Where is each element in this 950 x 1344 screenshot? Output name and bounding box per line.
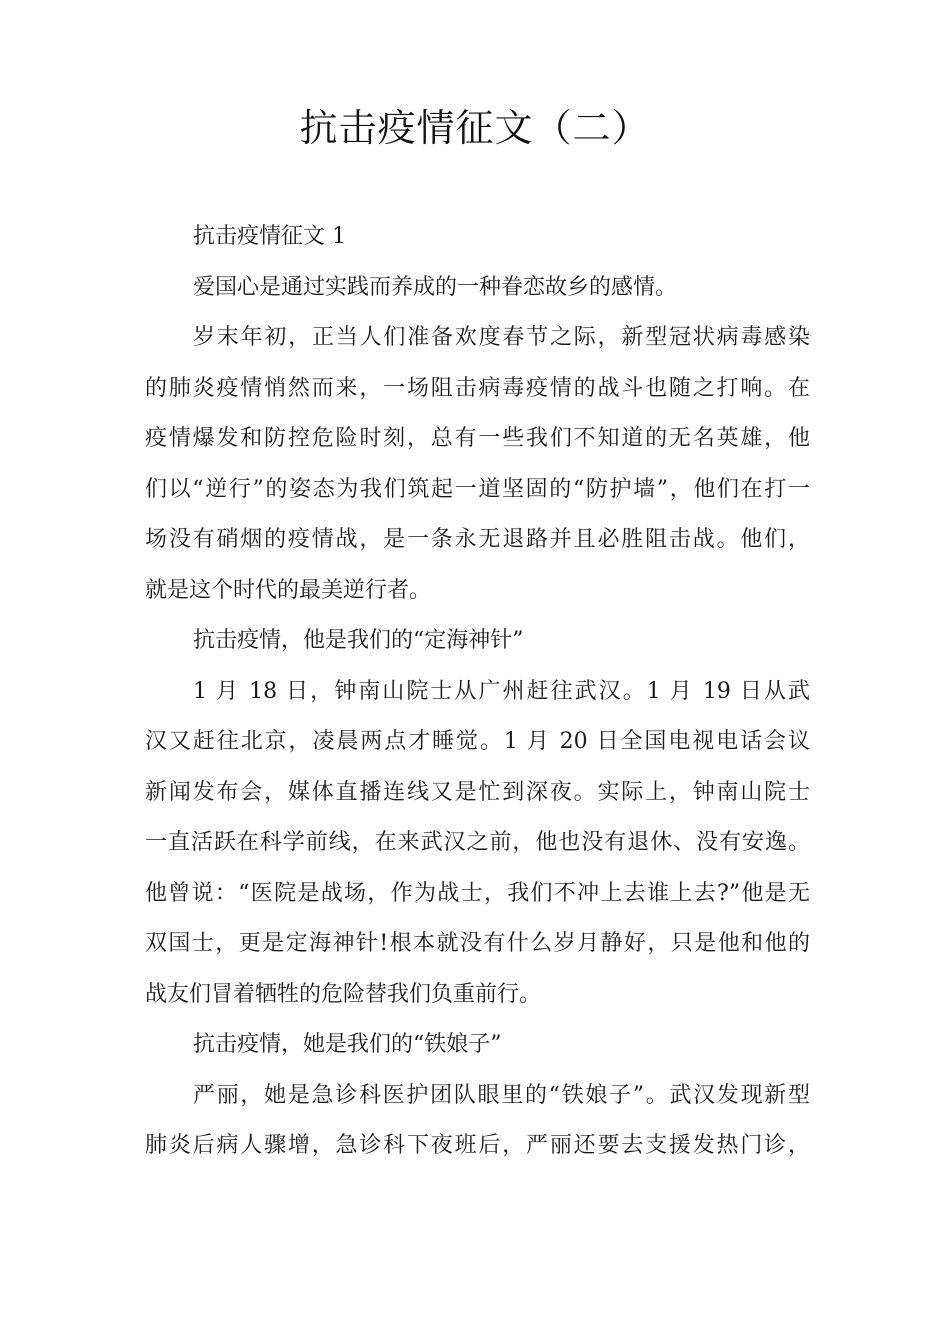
paragraph-line: 爱国心是通过实践而养成的一种眷恋故乡的感情。: [193, 274, 678, 300]
paragraph-line: 战友们冒着牺牲的危险替我们负重前行。: [145, 981, 542, 1007]
paragraph-line: 场没有硝烟的疫情战，是一条永无退路并且必胜阻击战。他们，: [145, 527, 810, 552]
paragraph-line: 岁末年初，正当人们准备欢度春节之际，新型冠状病毒感染: [193, 325, 810, 350]
paragraph-line: 就是这个时代的最美逆行者。: [145, 577, 432, 603]
paragraph-line: 严丽，她是急诊科医护团队眼里的“铁娘子”。武汉发现新型: [193, 1082, 810, 1108]
paragraph-line: 双国士，更是定海神针!根本就没有什么岁月静好，只是他和他的: [145, 931, 810, 956]
paragraph-line: 们以“逆行”的姿态为我们筑起一道坚固的“防护墙”，他们在打一: [145, 476, 810, 502]
paragraph-line: 他曾说：“医院是战场，作为战士，我们不冲上去谁上去?”他是无: [145, 880, 810, 906]
paragraph-line: 汉又赶往北京，凌晨两点才睡觉。1 月 20 日全国电视电话会议: [145, 729, 810, 754]
section-heading: 抗击疫情征文 1: [193, 224, 346, 249]
paragraph-line: 1 月 18 日，钟南山院士从广州赶往武汉。1 月 19 日从武: [193, 678, 810, 704]
subheading: 抗击疫情，他是我们的“定海神针”: [193, 628, 524, 653]
paragraph-line: 肺炎后病人骤增，急诊科下夜班后，严丽还要去支援发热门诊，: [145, 1133, 810, 1158]
subheading: 抗击疫情，她是我们的“铁娘子”: [193, 1032, 502, 1057]
document-body: [145, 212, 810, 1172]
paragraph-line: 新闻发布会，媒体直播连线又是忙到深夜。实际上，钟南山院士: [145, 779, 810, 805]
document-title: 抗击疫情征文（二）: [299, 106, 651, 150]
paragraph-line: 疫情爆发和防控危险时刻，总有一些我们不知道的无名英雄，他: [145, 426, 810, 451]
paragraph-line: 的肺炎疫情悄然而来，一场阻击病毒疫情的战斗也随之打响。在: [145, 375, 810, 401]
paragraph-line: 一直活跃在科学前线，在来武汉之前，他也没有退休、没有安逸。: [145, 830, 810, 855]
